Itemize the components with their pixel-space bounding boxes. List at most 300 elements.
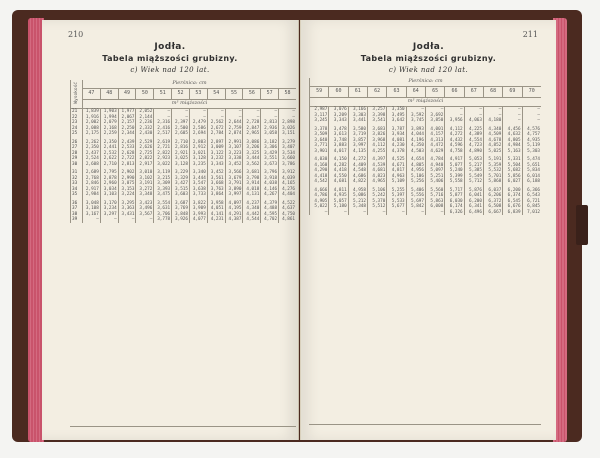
table-cell: 5,163 xyxy=(503,149,522,155)
table-cell: 5,097 xyxy=(425,168,444,174)
table-cell: 2,262 xyxy=(83,140,101,146)
table-cell: 5,863 xyxy=(425,199,444,205)
table-cell: 3,771 xyxy=(310,143,329,149)
table-cell: 3,798 xyxy=(243,176,261,182)
table-cell: — xyxy=(425,210,444,216)
table-cell: 2,846 xyxy=(83,181,101,187)
table-cell: 3,681 xyxy=(243,170,261,176)
table-cell: 3,166 xyxy=(348,107,367,113)
table-cell: 5,109 xyxy=(387,179,406,185)
row-label: 21 xyxy=(71,109,83,115)
table-cell: 4,539 xyxy=(367,163,386,169)
table-cell: — xyxy=(367,210,386,216)
table-cell: 3,223 xyxy=(225,151,243,157)
table-cell: 2,533 xyxy=(118,145,136,151)
table-cell: 4,379 xyxy=(261,201,279,207)
table-cell: — xyxy=(445,113,464,119)
table-cell: 2,416 xyxy=(154,126,172,132)
table-cell: 4,890 xyxy=(464,149,483,155)
table-cell: 2,710 xyxy=(100,162,118,168)
table-cell: 3,117 xyxy=(310,113,329,119)
table-cell: 3,603 xyxy=(172,192,190,198)
table-cell: 2,608 xyxy=(83,162,101,168)
table-cell: 2,897 xyxy=(207,140,225,146)
table-cell: 5,251 xyxy=(425,174,444,180)
table-cell: — xyxy=(406,210,425,216)
table-cell: 3,495 xyxy=(387,113,406,119)
table-cell: 6,037 xyxy=(483,188,502,194)
table-cell: 6,496 xyxy=(464,210,483,216)
row-label: 24 xyxy=(71,126,83,132)
table-cell: 3,009 xyxy=(207,145,225,151)
row-label: 34 xyxy=(71,187,83,193)
table-cell: 3,642 xyxy=(387,118,406,124)
table-cell: 4,503 xyxy=(406,149,425,155)
table-cell: 3,534 xyxy=(279,151,296,157)
table-cell: 3,796 xyxy=(261,170,279,176)
table-cell: 3,348 xyxy=(136,192,154,198)
table-cell: 4,861 xyxy=(279,217,296,223)
table-cell: 4,231 xyxy=(207,217,225,223)
column-header: 67 xyxy=(464,87,483,98)
table-cell: 4,805 xyxy=(503,138,522,144)
table-cell: 2,628 xyxy=(118,151,136,157)
table-cell: 4,225 xyxy=(464,127,483,133)
table-cell: 3,329 xyxy=(172,176,190,182)
table-cell: 4,001 xyxy=(425,127,444,133)
table-cell: — xyxy=(154,109,172,115)
table-cell: 3,058 xyxy=(261,131,279,137)
table-cell: 5,397 xyxy=(387,193,406,199)
table-cell: 3,914 xyxy=(243,181,261,187)
table-cell: 4,180 xyxy=(483,118,502,124)
row-label: 22 xyxy=(71,115,83,121)
table-cell: 2,722 xyxy=(118,156,136,162)
diameter-header: Pierśnica: cm xyxy=(310,78,542,87)
table-cell: 3,864 xyxy=(207,192,225,198)
table-cell: — xyxy=(522,113,541,119)
table-cell: 2,175 xyxy=(83,131,101,137)
row-label-header: Wysokość xyxy=(71,80,83,109)
table-cell: 4,935 xyxy=(329,193,348,199)
column-header: 60 xyxy=(329,87,348,98)
table-cell: — xyxy=(483,107,502,113)
table-cell: 4,267 xyxy=(261,192,279,198)
table-cell: 2,816 xyxy=(172,145,190,151)
table-cell: 4,805 xyxy=(406,163,425,169)
table-cell: 5,868 xyxy=(483,179,502,185)
table-cell: — xyxy=(189,115,207,121)
table-cell: 3,182 xyxy=(261,140,279,146)
table-cell: 4,681 xyxy=(329,179,348,185)
table-cell: 2,917 xyxy=(83,187,101,193)
table-cell: 2,984 xyxy=(83,192,101,198)
table-cell: 4,340 xyxy=(243,206,261,212)
table-cell: 3,791 xyxy=(225,181,243,187)
table-cell: 6,341 xyxy=(464,204,483,210)
table-cell: 5,057 xyxy=(329,199,348,205)
table-cell: 6,174 xyxy=(445,204,464,210)
table-cell: 4,595 xyxy=(261,212,279,218)
table-cell: 5,348 xyxy=(348,204,367,210)
table-cell: 3,912 xyxy=(279,170,296,176)
table-cell: 3,245 xyxy=(310,118,329,124)
table-cell: 4,135 xyxy=(348,149,367,155)
table-cell: 6,008 xyxy=(425,204,444,210)
table-cell: 4,723 xyxy=(464,143,483,149)
table-cell: 3,229 xyxy=(172,170,190,176)
table-cell: 3,958 xyxy=(207,201,225,207)
table-cell: — xyxy=(348,210,367,216)
row-label: 35 xyxy=(71,192,83,198)
page-subsubtitle: c) Wiek nad 120 lat. xyxy=(130,66,210,74)
table-cell: 2,067 xyxy=(118,115,136,121)
table-cell: — xyxy=(503,113,522,119)
table-cell: 5,217 xyxy=(464,163,483,169)
table-cell: 3,122 xyxy=(207,151,225,157)
table-cell: 5,191 xyxy=(483,157,502,163)
table-cell: 4,230 xyxy=(387,143,406,149)
table-cell: 3,010 xyxy=(136,170,154,176)
table-cell: 3,343 xyxy=(207,162,225,168)
table-header-diameter xyxy=(310,78,542,87)
table-cell: 5,556 xyxy=(406,193,425,199)
table-cell: 4,077 xyxy=(189,217,207,223)
table-cell: 4,442 xyxy=(243,212,261,218)
table-cell: 4,823 xyxy=(367,174,386,180)
table-cell: 3,592 xyxy=(406,113,425,119)
table-cell: — xyxy=(100,217,118,223)
table-cell: 3,613 xyxy=(329,132,348,138)
table-cell: 3,151 xyxy=(279,131,296,137)
table-cell: 2,517 xyxy=(154,131,172,137)
table-cell: — xyxy=(522,107,541,113)
page-subsubtitle: c) Wiek nad 120 lat. xyxy=(388,66,469,74)
table-cell: 5,256 xyxy=(406,179,425,185)
table-cell: 3,297 xyxy=(100,212,118,218)
table-cell: 3,541 xyxy=(367,118,386,124)
table-cell: 4,340 xyxy=(483,127,502,133)
table-cell: 3,692 xyxy=(425,113,444,119)
table-cell: 2,397 xyxy=(172,120,190,126)
table-cell: 1,977 xyxy=(118,109,136,115)
table-cell: 3,638 xyxy=(189,187,207,193)
table-cell: 5,119 xyxy=(522,143,541,149)
table-cell: 4,150 xyxy=(329,157,348,163)
table-cell: 2,626 xyxy=(136,145,154,151)
table-cell: 5,406 xyxy=(406,188,425,194)
table-cell: 5,677 xyxy=(387,204,406,210)
table-cell: — xyxy=(225,115,243,121)
table-cell: 4,291 xyxy=(225,212,243,218)
table-cell: 3,997 xyxy=(348,143,367,149)
table-cell: 4,822 xyxy=(348,179,367,185)
table-cell: 3,826 xyxy=(367,132,386,138)
row-label: 38 xyxy=(71,212,83,218)
table-cell: 2,479 xyxy=(189,120,207,126)
table-cell: 4,165 xyxy=(279,181,296,187)
row-label: 30 xyxy=(71,162,83,168)
table-cell: 3,325 xyxy=(243,151,261,157)
column-header: 61 xyxy=(348,87,367,98)
column-header: 56 xyxy=(243,89,261,100)
table-cell: 2,622 xyxy=(100,156,118,162)
table-cell: 3,338 xyxy=(225,156,243,162)
column-header: 52 xyxy=(172,89,190,100)
table-cell: 3,234 xyxy=(100,206,118,212)
row-label: 32 xyxy=(71,176,83,182)
table-cell: — xyxy=(243,109,261,115)
table-cell: 5,876 xyxy=(464,188,483,194)
table-cell: 6,667 xyxy=(483,210,502,216)
table-cell: — xyxy=(310,210,329,216)
table-cell: 2,898 xyxy=(279,120,296,126)
table-cell: 3,119 xyxy=(154,170,172,176)
table-cell: 2,874 xyxy=(225,131,243,137)
table-cell: 3,850 xyxy=(425,118,444,124)
column-header: 49 xyxy=(118,89,136,100)
table-cell: 3,934 xyxy=(387,132,406,138)
table-cell: 1,839 xyxy=(83,109,101,115)
table-bottom-rule xyxy=(70,426,296,427)
table-cell: 3,128 xyxy=(172,162,190,168)
table-cell: 5,212 xyxy=(348,199,367,205)
table-cell: — xyxy=(464,113,483,119)
table-cell: 4,141 xyxy=(207,212,225,218)
table-cell: 4,017 xyxy=(329,149,348,155)
table-cell: 2,822 xyxy=(136,156,154,162)
row-label: 27 xyxy=(71,145,83,151)
table-cell: 3,363 xyxy=(118,206,136,212)
table-cell: 2,441 xyxy=(100,145,118,151)
column-header: 51 xyxy=(154,89,172,100)
table-cell: 3,679 xyxy=(225,176,243,182)
table-cell: 4,629 xyxy=(425,149,444,155)
table-cell: 2,439 xyxy=(118,140,136,146)
table-cell: 3,567 xyxy=(136,212,154,218)
table-cell: 3,215 xyxy=(154,176,172,182)
table-cell: 5,406 xyxy=(425,179,444,185)
table-cell: 3,153 xyxy=(118,187,136,193)
table-cell: 4,596 xyxy=(445,143,464,149)
table-cell: 5,474 xyxy=(522,157,541,163)
table-cell: — xyxy=(172,109,190,115)
table-cell: 3,224 xyxy=(118,192,136,198)
table-cell: 4,702 xyxy=(261,217,279,223)
table-cell: 2,250 xyxy=(118,126,136,132)
table-cell: 3,551 xyxy=(261,156,279,162)
table-row xyxy=(71,217,297,223)
table-cell: 3,021 xyxy=(189,151,207,157)
table-cell: 3,398 xyxy=(367,113,386,119)
table-cell: 5,077 xyxy=(445,163,464,169)
table-cell: 6,545 xyxy=(503,199,522,205)
table-cell: — xyxy=(464,107,483,113)
table-cell: 6,839 xyxy=(503,210,522,216)
table-cell: 4,472 xyxy=(425,143,444,149)
table-cell: 3,893 xyxy=(406,127,425,133)
table-cell: 4,456 xyxy=(503,127,522,133)
table-cell: 2,168 xyxy=(100,126,118,132)
table-cell: 4,404 xyxy=(279,192,296,198)
table-cell: 3,441 xyxy=(348,118,367,124)
table-cell: 3,025 xyxy=(172,156,190,162)
table-cell: 5,504 xyxy=(503,163,522,169)
table-cell: 2,813 xyxy=(261,120,279,126)
table-cell: 5,651 xyxy=(522,163,541,169)
table-cell: 4,350 xyxy=(406,143,425,149)
table-cell: — xyxy=(503,118,522,124)
table-cell: 2,350 xyxy=(83,145,101,151)
table-cell: 4,063 xyxy=(464,118,483,124)
table-cell: 2,936 xyxy=(261,126,279,132)
table-cell: 2,437 xyxy=(83,151,101,157)
column-header: 66 xyxy=(445,87,464,98)
table-cell: 4,550 xyxy=(329,174,348,180)
table-cell: 3,429 xyxy=(261,151,279,157)
table-cell: 5,697 xyxy=(406,199,425,205)
table-cell: 5,370 xyxy=(367,199,386,205)
table-cell: 4,758 xyxy=(445,149,464,155)
table-cell: 5,106 xyxy=(406,174,425,180)
table-cell: 4,378 xyxy=(387,149,406,155)
table-cell: 4,940 xyxy=(425,163,444,169)
table-cell: 2,344 xyxy=(118,131,136,137)
table-cell: 4,387 xyxy=(225,217,243,223)
table-cell: 4,544 xyxy=(243,217,261,223)
table-cell: 5,512 xyxy=(367,204,386,210)
table-cell: 2,721 xyxy=(154,145,172,151)
column-header: 65 xyxy=(425,87,444,98)
table-cell: 3,580 xyxy=(348,127,367,133)
table-cell: 4,666 xyxy=(310,188,329,194)
table-cell: 5,716 xyxy=(425,193,444,199)
table-cell: 3,778 xyxy=(154,217,172,223)
table-cell: 5,560 xyxy=(425,188,444,194)
row-label: 36 xyxy=(71,201,83,207)
column-header: 63 xyxy=(387,87,406,98)
column-header: 57 xyxy=(261,89,279,100)
table-cell: 4,757 xyxy=(522,132,541,138)
table-cell: 6,030 xyxy=(445,199,464,205)
row-label: 28 xyxy=(71,151,83,157)
table-cell: 3,232 xyxy=(207,156,225,162)
table-cell: 2,965 xyxy=(243,131,261,137)
table-cell: 4,195 xyxy=(225,206,243,212)
column-header: 62 xyxy=(367,87,386,98)
table-cell: 4,905 xyxy=(310,199,329,205)
table-cell: 5,180 xyxy=(329,204,348,210)
row-label: 39 xyxy=(71,217,83,223)
table-cell: — xyxy=(445,107,464,113)
table-cell: 3,167 xyxy=(83,212,101,218)
table-cell: 6,014 xyxy=(522,174,541,180)
table-cell: 4,637 xyxy=(279,206,296,212)
column-header: 48 xyxy=(100,89,118,100)
table-cell: 3,086 xyxy=(243,140,261,146)
book-clasp xyxy=(576,205,588,245)
table-column-headers xyxy=(310,87,542,98)
table-cell: 3,378 xyxy=(310,127,329,133)
table-cell: 4,313 xyxy=(425,138,444,144)
table-cell: 3,660 xyxy=(279,156,296,162)
table-cell: 6,845 xyxy=(522,204,541,210)
table-cell: 4,097 xyxy=(225,201,243,207)
table-cell: — xyxy=(406,107,425,113)
table-cell: — xyxy=(279,115,296,121)
table-cell: 2,586 xyxy=(189,126,207,132)
table-cell: 3,733 xyxy=(189,192,207,198)
table-cell: 2,912 xyxy=(189,145,207,151)
table-cell: 5,053 xyxy=(464,157,483,163)
table-cell: — xyxy=(118,217,136,223)
table-cell: 3,107 xyxy=(225,145,243,151)
table-cell: 2,052 xyxy=(136,109,154,115)
table-cell: — xyxy=(261,109,279,115)
table-cell: 3,822 xyxy=(189,201,207,207)
table-cell: 3,566 xyxy=(225,170,243,176)
table-cell: 4,576 xyxy=(522,127,541,133)
table-cell: 4,044 xyxy=(406,132,425,138)
table-cell: 2,987 xyxy=(310,107,329,113)
table-cell: 3,848 xyxy=(172,212,190,218)
table-row xyxy=(310,210,542,216)
table-cell: 2,784 xyxy=(207,131,225,137)
table-cell: — xyxy=(329,210,348,216)
table-cell: 3,918 xyxy=(261,176,279,182)
table-cell: 4,112 xyxy=(445,127,464,133)
table-cell: 4,654 xyxy=(406,157,425,163)
column-header: 58 xyxy=(279,89,296,100)
table-cell: 2,847 xyxy=(243,126,261,132)
table-cell: 3,787 xyxy=(387,127,406,133)
table-cell: 5,303 xyxy=(522,149,541,155)
table-cell: 3,034 xyxy=(100,187,118,193)
table-cell: 3,309 xyxy=(154,181,172,187)
table-cell: 4,965 xyxy=(367,179,386,185)
table-cell: 5,106 xyxy=(367,188,386,194)
table-cell: 3,272 xyxy=(136,187,154,193)
table-cell: 4,750 xyxy=(279,212,296,218)
table-cell: 4,276 xyxy=(279,187,296,193)
table-cell: 3,350 xyxy=(387,107,406,113)
table-cell: 6,366 xyxy=(522,188,541,194)
left-page xyxy=(42,20,299,440)
table-cell: — xyxy=(387,210,406,216)
table-cell: 2,710 xyxy=(172,140,190,146)
table-cell: 4,852 xyxy=(483,143,502,149)
table-cell: — xyxy=(425,107,444,113)
table-cell: 5,701 xyxy=(483,174,502,180)
table-cell: 2,350 xyxy=(100,140,118,146)
right-page xyxy=(300,20,556,440)
table-cell: 2,088 xyxy=(83,126,101,132)
table-cell: 3,103 xyxy=(100,192,118,198)
table-cell: 4,160 xyxy=(310,163,329,169)
table-cell: 2,500 xyxy=(172,126,190,132)
table-cell: 3,444 xyxy=(243,156,261,162)
table-cell: 5,842 xyxy=(406,204,425,210)
table-cell: 3,075 xyxy=(118,181,136,187)
table-cell: 5,877 xyxy=(445,193,464,199)
table-cell: 5,856 xyxy=(503,174,522,180)
table-cell: 4,018 xyxy=(243,187,261,193)
table-cell: 3,554 xyxy=(154,201,172,207)
table-cell: 3,235 xyxy=(189,162,207,168)
table-cell: 4,146 xyxy=(261,187,279,193)
table-cell: 3,444 xyxy=(189,176,207,182)
row-label: 25 xyxy=(71,131,83,137)
